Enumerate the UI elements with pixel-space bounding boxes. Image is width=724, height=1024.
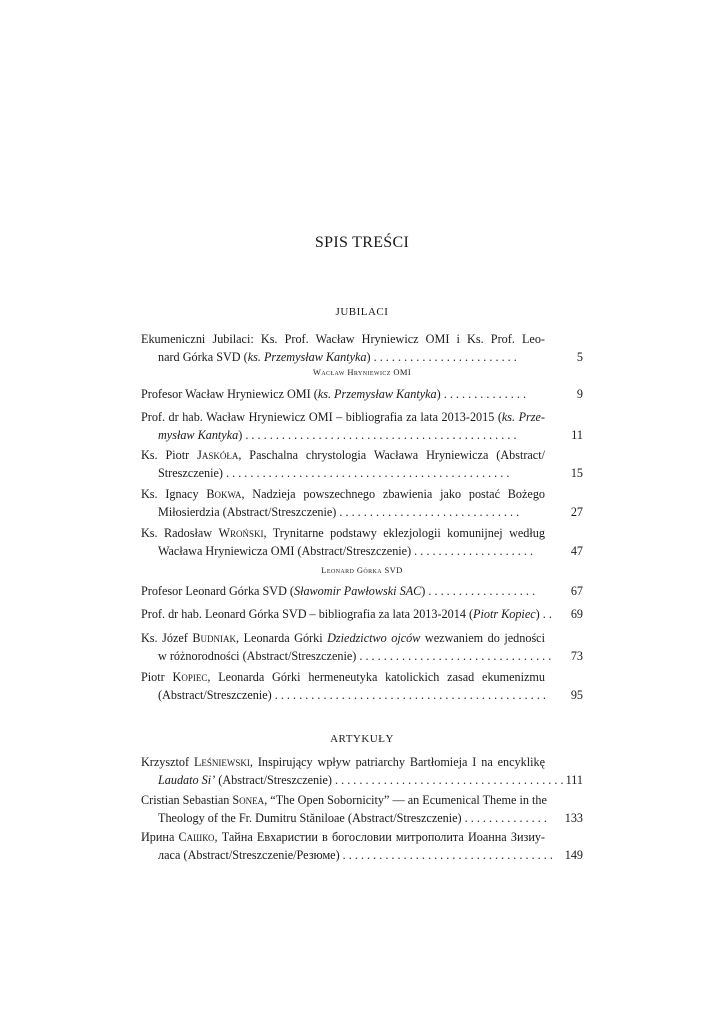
entry-text-line2: mysław Kantyka) . . . . . . . . . . . . . . . . . . . . . . . . . . . . . . . . . . . . . . . . . . . . . xyxy=(158,428,517,442)
entry-text-line2: Miłosierdzia (Abstract/Streszczenie) . . . . . . . . . . . . . . . . . . . . . . . . . . . . . . xyxy=(158,505,520,519)
page-number: 133 xyxy=(564,811,583,825)
toc-block-jubilaci xyxy=(141,306,583,318)
toc-entry-2 xyxy=(141,385,583,403)
toc-entry xyxy=(141,330,583,366)
entry-text-line1: Ирина Сашко, Тайна Евхаристии в богословии митрополита Иоанна Зизиу- xyxy=(141,830,545,844)
toc-entry xyxy=(141,524,583,560)
entry-text-line1: Cristian Sebastian Sonea, “The Open Sobornicity” — an Ecumenical Theme in the xyxy=(141,793,547,807)
toc-entry-4 xyxy=(141,446,583,482)
entry-text-line2: Theology of the Fr. Dumitru Stăniloae (Abstract/Streszczenie) . . . . . . . . . . . . . . xyxy=(158,811,547,825)
page-number: 69 xyxy=(570,607,583,621)
page-number: 67 xyxy=(570,584,583,598)
toc-entry xyxy=(141,791,583,827)
subsection-heading-hryniewicz: Wacław Hryniewicz OMI xyxy=(312,367,412,377)
toc-entry-5 xyxy=(141,485,583,521)
toc-entry-11 xyxy=(141,753,583,789)
page-number: 149 xyxy=(564,848,583,862)
entry-text-line2: Streszczenie) . . . . . . . . . . . . . . . . . . . . . . . . . . . . . . . . . . . . . . . . . . . . . . . xyxy=(158,466,510,480)
entry-text-line1: Ks. Ignacy Bokwa, Nadzieja powszechnego zbawienia jako postać Bożego xyxy=(141,487,546,501)
page-number: 27 xyxy=(570,505,583,519)
entry-text-line1: Piotr Kopiec, Leonarda Górki hermeneutyka katolickich zasad ekumenizmu xyxy=(141,670,545,684)
page-number: 73 xyxy=(570,649,583,663)
page-number: 47 xyxy=(570,544,583,558)
page-title: SPIS TREŚCI xyxy=(314,234,410,251)
toc-block-hryniewicz xyxy=(141,367,583,377)
toc-block-gorka xyxy=(141,565,583,575)
entry-text-line1: Prof. dr hab. Wacław Hryniewicz OMI – bibliografia za lata 2013-2015 (ks. Prze- xyxy=(141,410,545,424)
entry-text-line2: Wacława Hryniewicza OMI (Abstract/Streszczenie) . . . . . . . . . . . . . . . . . . . . xyxy=(158,544,534,558)
entry-text-line1: Ekumeniczni Jubilaci: Ks. Prof. Wacław Hryniewicz OMI i Ks. Prof. Leo- xyxy=(141,332,545,346)
page-number: 5 xyxy=(576,350,583,364)
entry-text-line1: Ks. Piotr Jaskóła, Paschalna chrystologia Wacława Hryniewicza (Abstract/ xyxy=(141,448,545,462)
subsection-heading-gorka: Leonard Górka SVD xyxy=(321,565,403,575)
toc-entry xyxy=(141,446,583,482)
toc-entry-3 xyxy=(141,408,583,444)
entry-text-line2: Laudato Si’ (Abstract/Streszczenie) . . . . . . . . . . . . . . . . . . . . . . . . . . . . . . . . . . . . . . xyxy=(158,773,564,787)
entry-text-line1: Ks. Józef Budniak, Leonarda Górki Dziedzictwo ojców wezwaniem do jedności xyxy=(141,631,545,645)
toc-entry-12 xyxy=(141,791,583,827)
section-heading-jubilaci: JUBILACI xyxy=(335,306,389,318)
section-heading-artykuly: ARTYKUŁY xyxy=(330,733,394,745)
entry-text-line1: Ks. Radosław Wroński, Trynitarne podstawy eklezjologii komunijnej według xyxy=(141,526,545,540)
toc-entry xyxy=(141,668,583,704)
toc-entry xyxy=(141,408,583,444)
entry-text-line2: ласа (Abstract/Streszczenie/Резюме) . . . . . . . . . . . . . . . . . . . . . . . . . . . . . . . . . . . xyxy=(158,848,553,862)
entry-text-line2: nard Górka SVD (ks. Przemysław Kantyka) . . . . . . . . . . . . . . . . . . . . . . . . xyxy=(158,350,517,364)
toc-entry xyxy=(141,385,583,403)
toc-entry-13 xyxy=(141,828,583,864)
toc-entry xyxy=(141,828,583,864)
toc-entry xyxy=(141,582,583,600)
entry-text-line1: Krzysztof Leśniewski, Inspirujący wpływ patriarchy Bartłomieja I na encyklikę xyxy=(141,755,545,769)
toc-entry-6 xyxy=(141,524,583,560)
toc-entry-1 xyxy=(141,330,583,366)
entry-text: Profesor Leonard Górka SVD (Sławomir Pawłowski SAC) . . . . . . . . . . . . . . . . . . xyxy=(141,584,536,598)
toc-entry xyxy=(141,605,583,623)
toc-entry-7 xyxy=(141,582,583,600)
page-number: 111 xyxy=(565,773,583,787)
page-number: 9 xyxy=(576,387,583,401)
toc-entry-8 xyxy=(141,605,583,623)
toc-entry xyxy=(141,629,583,665)
toc-block-artykuly xyxy=(141,733,583,745)
toc-entry xyxy=(141,753,583,789)
page-number: 95 xyxy=(570,688,583,702)
entry-text-line2: (Abstract/Streszczenie) . . . . . . . . . . . . . . . . . . . . . . . . . . . . . . . . . . . . . . . . . . . . . xyxy=(158,688,546,702)
toc-entry-9 xyxy=(141,629,583,665)
entry-text: Prof. dr hab. Leonard Górka SVD – bibliografia za lata 2013-2014 (Piotr Kopiec) . . xyxy=(141,607,552,621)
page-number: 15 xyxy=(570,466,583,480)
entry-text: Profesor Wacław Hryniewicz OMI (ks. Przemysław Kantyka) . . . . . . . . . . . . . . xyxy=(141,387,526,401)
entry-text-line2: w różnorodności (Abstract/Streszczenie) . . . . . . . . . . . . . . . . . . . . . . . . . . . . . . . . xyxy=(158,649,552,663)
toc-entry-10 xyxy=(141,668,583,704)
page-number: 11 xyxy=(571,428,583,442)
toc-entry xyxy=(141,485,583,521)
